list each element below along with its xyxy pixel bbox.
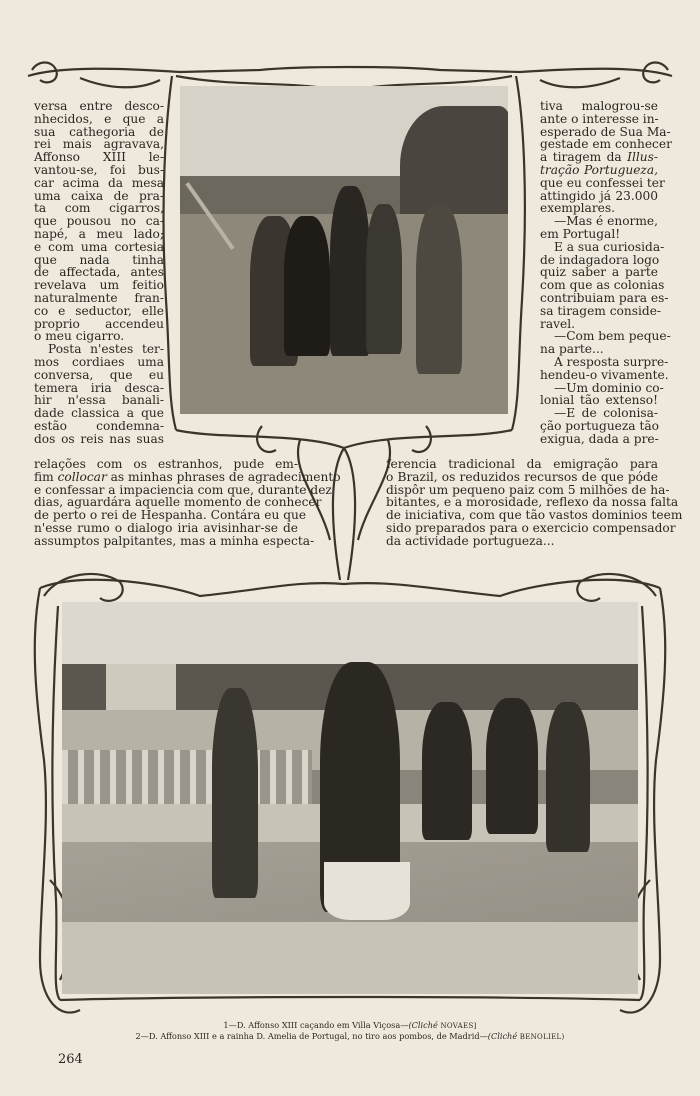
text-line: dade classica a que [34,406,164,421]
text-line: ferencia tradicional da emigração para [386,457,658,471]
text-line: o Brazil, os reduzidos recursos de que póde [386,469,658,484]
text-line: A resposta surpre- [554,354,669,369]
text-line: Affonso XIII le- [34,150,164,165]
text-line: —Mas é enorme, [554,214,659,229]
text-line: n'esse rumo o dialogo iria avisinhar-se de [34,520,298,535]
text-line: que eu confessei ter [540,175,665,190]
text-line: dispôr um pequeno paiz com 5 milhões de ha- [386,482,670,497]
text-line: vantou-se, foi bus- [34,162,164,177]
text-line: fim collocar as minhas phrases de agradecimento [34,469,341,484]
text-line: —Um dominio co- [554,380,664,395]
right-column-text [540,99,672,446]
text-line: —E de colonisa- [554,406,658,421]
text-line: assumptos palpitantes, mas a minha especta- [34,533,315,548]
text-line: de perto o rei de Hespanha. Contára eu que [34,508,307,523]
right-column-wide-text [386,457,683,548]
text-line: exigua, dada a pre- [540,431,659,446]
text-line: na parte... [540,342,604,357]
text-line: estão condemna- [34,418,164,433]
text-line: dias, aguardára aquelle momento de conhecer [34,495,322,510]
text-line: contribuiam para es- [540,290,669,305]
photo-king-and-queen-pigeon-shoot [62,602,638,994]
text-line: de indagadora logo [540,252,660,267]
text-line: dos os reis nas suas [34,431,164,446]
text-line: esperado de Sua Ma- [540,124,671,139]
text-line: versa entre desco- [34,99,164,113]
text-line: naturalmente fran- [34,290,164,305]
text-line: tração Portugueza, [540,162,658,177]
photo-caption-2: 2—D. Affonso XIII e a rainha D. Amelia de Portugal, no tiro aos pombos, de Madrid—(Cliché BENOLIEL) [135,1031,565,1041]
text-line: relações com os estranhos, pude em- [34,457,298,471]
text-line: —Com bem peque- [554,329,671,344]
text-line: exemplares. [540,201,615,216]
text-line: attingido já 23.000 [540,188,658,203]
left-column-text [34,100,164,446]
text-line: que pousou no ca- [34,214,164,229]
text-line: hir n'essa banali- [34,393,164,408]
page-number: 264 [58,1052,83,1067]
text-line: o meu cigarro. [34,329,125,344]
text-line: co e seductor, elle [34,303,164,318]
text-line: hendeu-o vivamente. [540,367,669,382]
text-line: ção portugueza tão [540,418,659,433]
text-line: sa tiragem conside- [540,303,662,318]
text-line: Posta n'estes ter- [48,342,164,357]
text-line: lonial tão extenso! [540,393,658,408]
text-line: a tiragem da Illus- [540,150,658,165]
text-line: e confessar a impaciencia com que, durante dez [34,482,332,497]
text-line: napé, a meu lado; [34,226,164,241]
text-line: rei mais agravava, [34,137,164,152]
text-line: de iniciativa, com que tão vastos dominios teem [386,508,683,523]
text-line: sua cathegoria de [34,124,164,139]
text-line: de affectada, antes [34,265,164,280]
text-line: proprio accendeu [34,316,164,331]
text-line: revelava um feitio [34,278,164,293]
text-line: temera iria desca- [34,380,164,395]
text-line: da actividade portugueza... [386,533,555,548]
text-line: que nada tinha [34,252,164,267]
text-line: E a sua curiosida- [554,239,665,254]
text-line: car acima da mesa [34,175,164,190]
photo-king-hunting [180,86,508,414]
text-line: gestade em conhecer [540,137,672,152]
text-line: quiz saber a parte [540,265,658,280]
text-line: conversa, que eu [34,367,164,382]
text-line: ravel. [540,316,575,331]
text-line: sido preparados para o exercicio compensador [386,520,676,535]
photo-caption-1: 1—D. Affonso XIII caçando em Villa Viçosa—(Cliché NOVAES] [223,1020,477,1030]
text-line: uma caixa de pra- [34,188,164,203]
text-line: e com uma cortesia [34,239,164,254]
text-line: em Portugal! [540,226,621,241]
text-line: ta com cigarros, [34,201,164,216]
text-line: mos cordiaes uma [34,354,164,369]
text-line: ante o interesse in- [540,111,659,126]
left-column-wide-text [34,457,341,548]
text-line: bitantes, e a morosidade, reflexo da nossa falta [386,495,679,510]
text-line: com que as colonias [540,278,665,293]
text-line: nhecidos, e que a [34,111,164,126]
text-line: tiva malogrou-se [540,99,658,113]
